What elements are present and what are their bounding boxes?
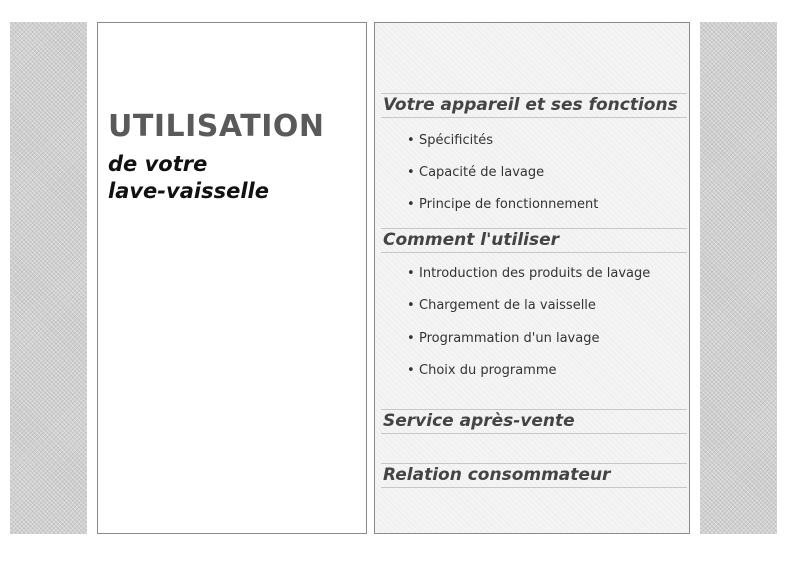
bullet-icon: • (407, 266, 415, 281)
toc-item[interactable]: • Chargement de la vaisselle (407, 298, 596, 313)
toc-section-heading[interactable]: Service après-vente (381, 409, 687, 434)
decorative-band-left (10, 22, 87, 534)
toc-item[interactable]: • Programmation d'un lavage (407, 331, 600, 346)
toc-section-relation (381, 463, 687, 488)
bullet-icon: • (407, 165, 415, 180)
toc-item[interactable]: • Spécificités (407, 133, 494, 148)
subtitle-line-2: lave-vaisselle (108, 179, 269, 203)
toc-section-appareil (381, 93, 687, 212)
bullet-icon: • (407, 331, 415, 346)
bullet-icon: • (407, 363, 415, 378)
document-subtitle (108, 151, 269, 205)
bullet-icon: • (407, 197, 415, 212)
bullet-icon: • (407, 133, 415, 148)
toc-item[interactable]: • Introduction des produits de lavage (407, 266, 651, 281)
toc-section-heading[interactable]: Comment l'utiliser (381, 228, 687, 253)
toc-section-heading[interactable]: Votre appareil et ses fonctions (381, 93, 687, 118)
table-of-contents (374, 22, 690, 534)
bullet-icon: • (407, 298, 415, 313)
toc-section-utilisation (381, 228, 687, 378)
subtitle-line-1: de votre (108, 152, 208, 176)
toc-section-heading[interactable]: Relation consommateur (381, 463, 687, 488)
document-title: UTILISATION (108, 109, 325, 144)
cover-panel (97, 22, 367, 534)
toc-item[interactable]: • Choix du programme (407, 363, 557, 378)
decorative-band-right (700, 22, 777, 534)
toc-section-service (381, 409, 687, 434)
toc-item[interactable]: • Principe de fonctionnement (407, 197, 599, 212)
toc-item[interactable]: • Capacité de lavage (407, 165, 545, 180)
